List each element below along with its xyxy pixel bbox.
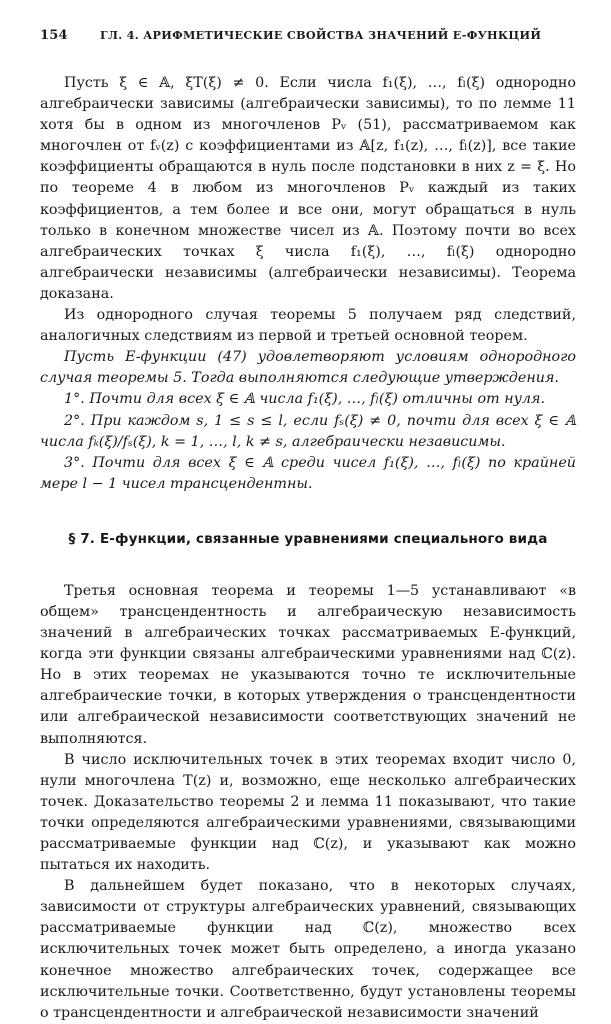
corollary-intro-paragraph: Из однородного случая теоремы 5 получаем ряд следствий, аналогичных следствиям из первой и третьей основной теорем.: [40, 307, 576, 345]
section-heading: § 7. E-функции, связанные уравнениями специального вида: [68, 530, 548, 547]
book-page: [40, 28, 576, 1024]
corollary-item-2: 2°. При каждом s, 1 ≤ s ≤ l, если fₛ(ξ) ≠ 0, почти для всех ξ ∈ 𝔸 числа fₖ(ξ)/fₛ(ξ), k = 1, …, l, k ≠ s, алгебраически независимы.: [40, 412, 576, 450]
section-body: [40, 581, 576, 1024]
running-head: [40, 28, 576, 50]
corollary-item-1: 1°. Почти для всех ξ ∈ 𝔸 числа f₁(ξ), …, fₗ(ξ) отличны от нуля.: [64, 391, 546, 408]
proof-paragraph: Пусть ξ ∈ 𝔸, ξT(ξ) ≠ 0. Если числа f₁(ξ), …, fₗ(ξ) однородно алгебраически зависимы (алгебраически зависимы), то по лемме 11 хотя бы в одном из многочленов Pᵥ (51), рассматриваемом как многочлен от fᵥ(z) с коэффициентами из 𝔸[z, f₁(z), …, fₗ(z)], все такие коэффициенты обращаются в нуль после подстановки в них z = ξ. Но по теореме 4 в любом из многочленов Pᵥ каждый из таких коэффициентов, а тем более и все они, могут обращаться в нуль только в конечном множестве чисел из 𝔸. Поэтому почти во всех алгебраических точках ξ числа f₁(ξ), …, fₗ(ξ) однородно алгебраически независимы (алгебраически независимы). Теорема доказана.: [40, 75, 576, 302]
corollary-item-3: 3°. Почти для всех ξ ∈ 𝔸 среди чисел f₁(ξ), …, fₗ(ξ) по крайней мере l − 1 чисел трансцендентны.: [40, 454, 576, 492]
section-paragraph-2: В число исключительных точек в этих теоремах входит число 0, нули многочлена T(z) и, возможно, еще несколько алгебраических точек. Доказательство теоремы 2 и лемма 11 показывают, что такие точки определяются алгебраическими уравнениями, связывающими рассматриваемые функции над ℂ(z), и указывают как можно пытаться их находить.: [40, 751, 576, 874]
corollary-statement: Пусть E-функции (47) удовлетворяют условиям однородного случая теоремы 5. Тогда выполняются следующие утверждения.: [40, 349, 576, 387]
page-number: 154: [40, 28, 68, 43]
proof-block: [40, 73, 576, 495]
chapter-title: ГЛ. 4. АРИФМЕТИЧЕСКИЕ СВОЙСТВА ЗНАЧЕНИЙ E-ФУНКЦИЙ: [100, 28, 542, 42]
section-paragraph-3: В дальнейшем будет показано, что в некоторых случаях, зависимости от структуры алгебраических уравнений, связывающих рассматриваемые функции над ℂ(z), множество всех исключительных точек может быть определено, а иногда указано конечное множество алгебраических точек, содержащее все исключительные точки. Соответственно, будут установлены теоремы о трансцендентности и алгебраической независимости значений: [40, 878, 576, 1021]
section-paragraph-1: Третья основная теорема и теоремы 1—5 устанавливают «в общем» трансцендентность и алгебраическую независимость значений в алгебраических точках рассматриваемых E-функций, когда эти функции связаны алгебраическими уравнениями над ℂ(z). Но в этих теоремах не указываются точно те исключительные алгебраические точки, в которых утверждения о трансцендентности или алгебраической независимости соответствующих значений не выполняются.: [40, 582, 576, 747]
